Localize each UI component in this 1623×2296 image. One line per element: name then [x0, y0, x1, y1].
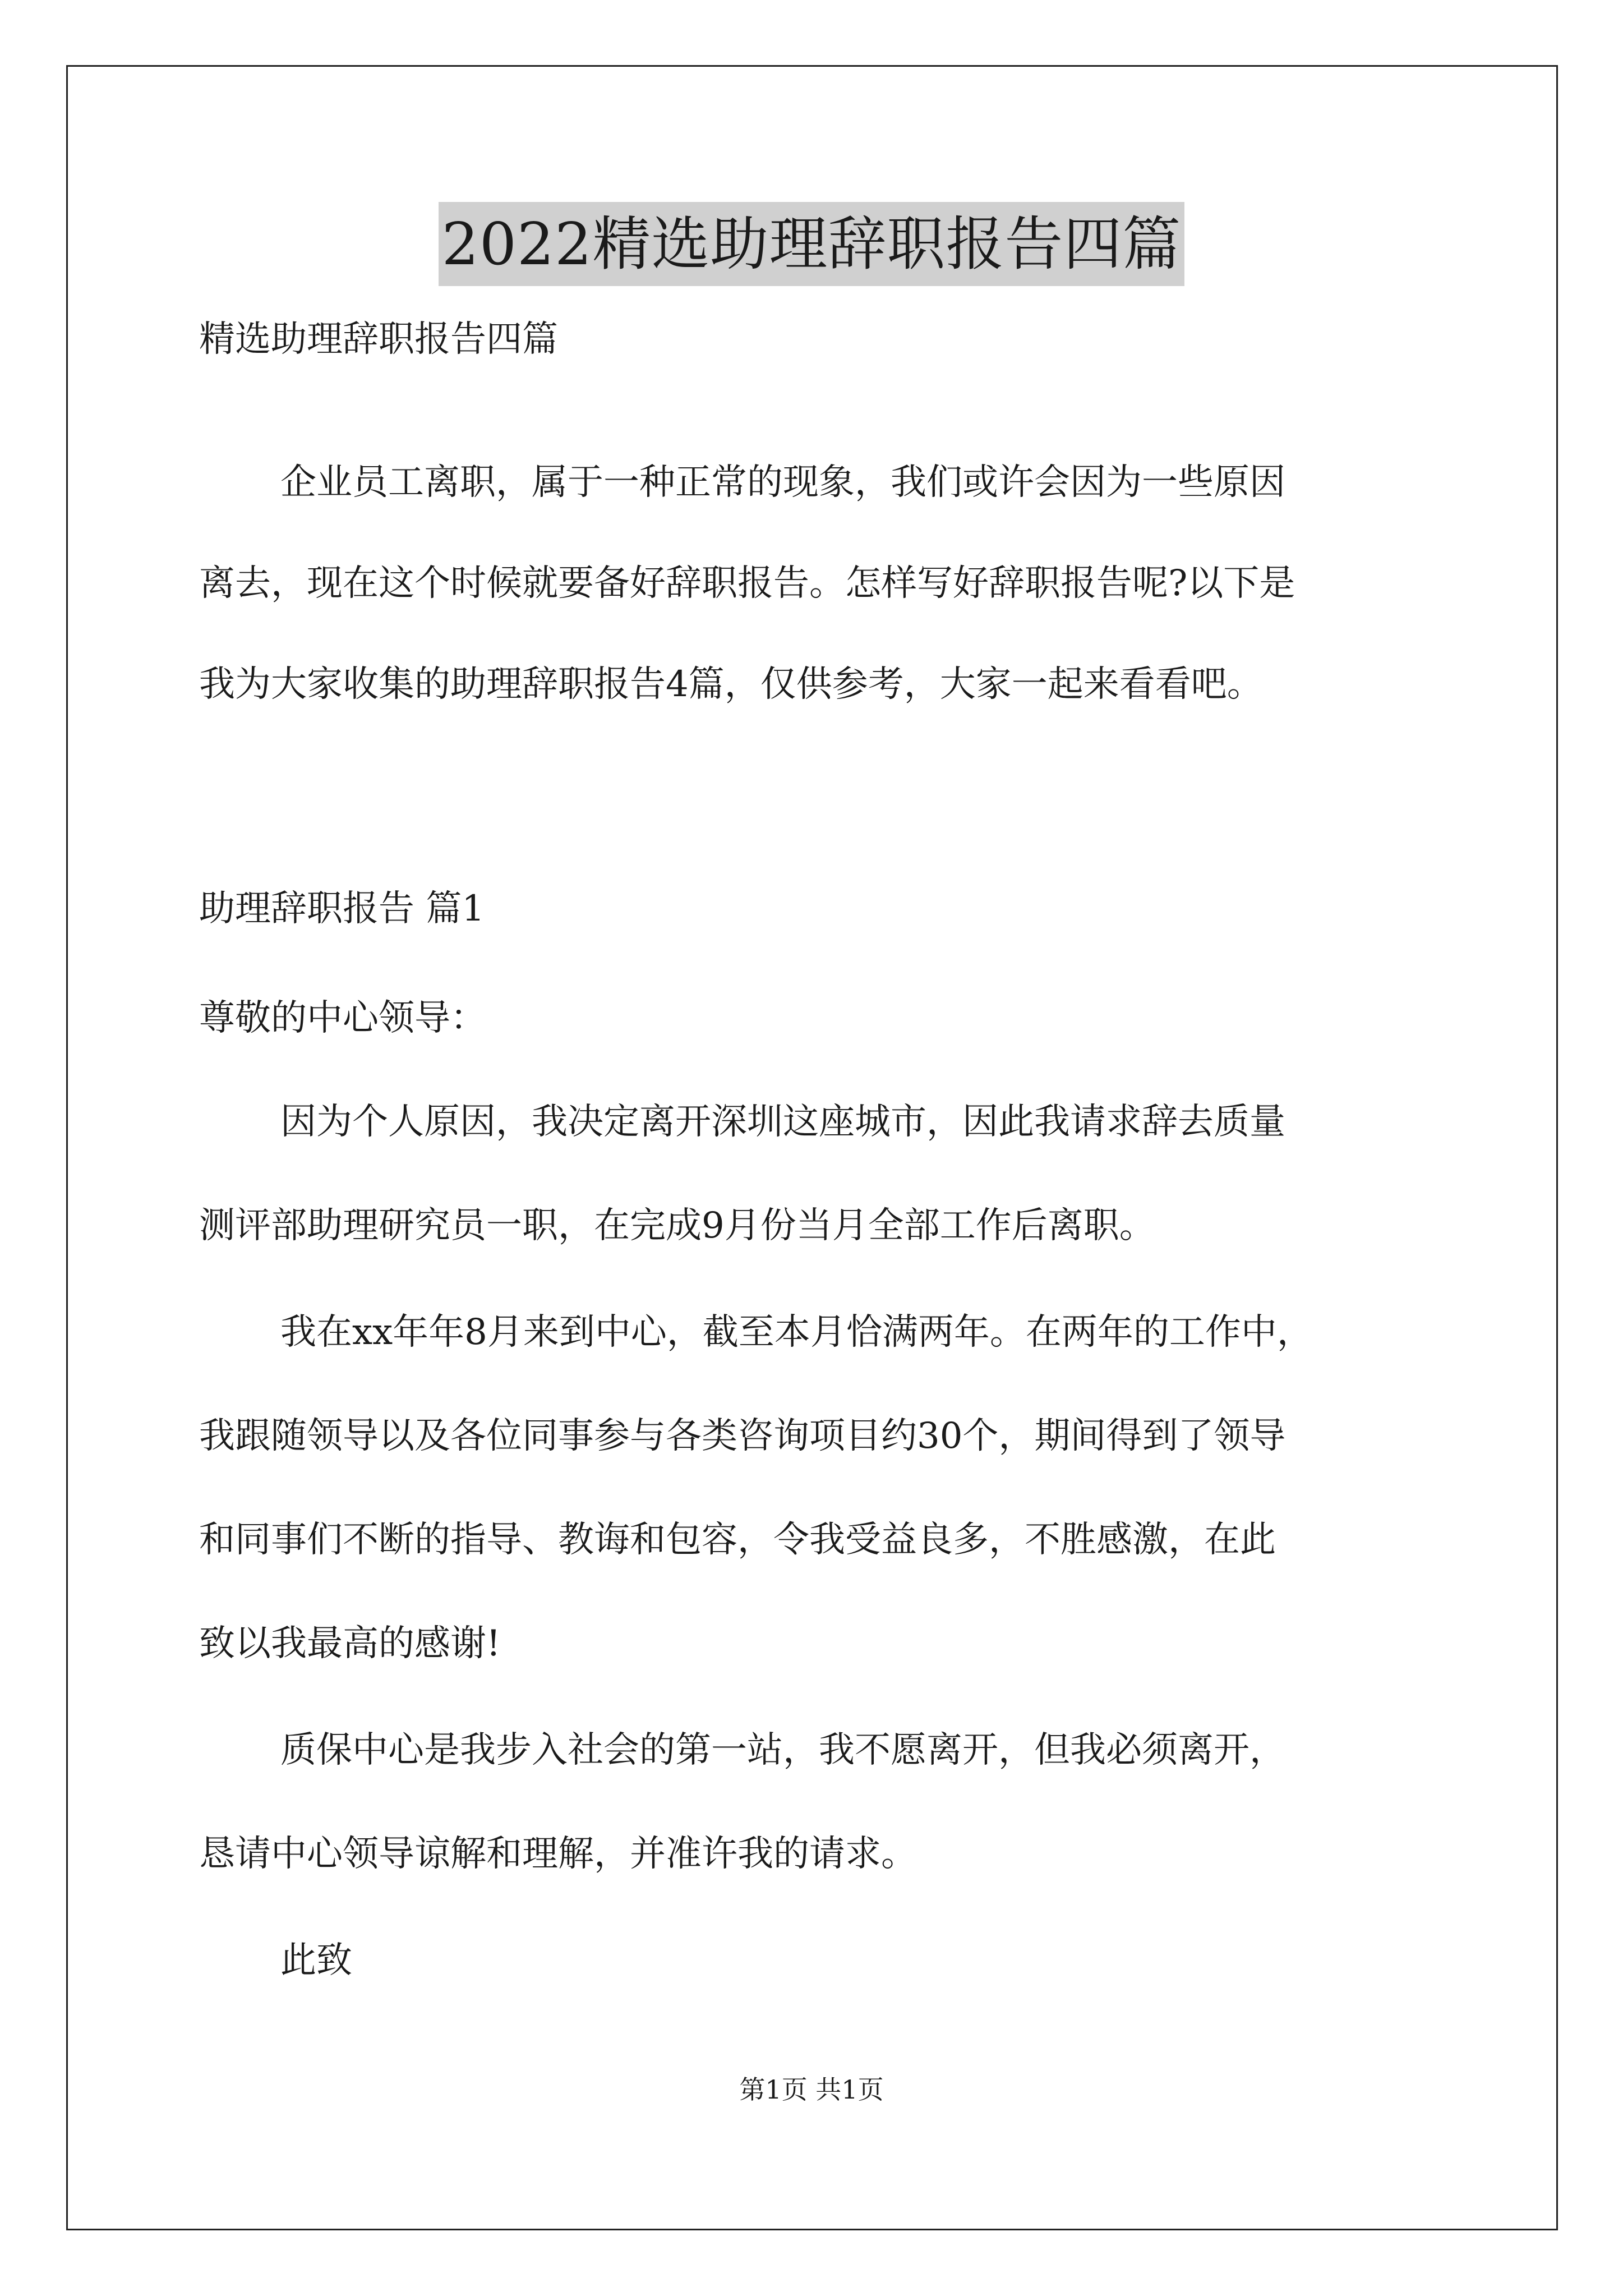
- closing-line: 此致: [280, 1940, 352, 1981]
- paragraph-line: 和同事们不断的指导、教诲和包容，令我受益良多，不胜感激，在此: [199, 1519, 1276, 1561]
- document-title: 2022精选助理辞职报告四篇: [439, 202, 1185, 286]
- salutation: 尊敬的中心领导：: [199, 997, 486, 1039]
- paragraph-line: 致以我最高的感谢!: [199, 1623, 501, 1664]
- paragraph-line: 企业员工离职，属于一种正常的现象，我们或许会因为一些原因: [280, 462, 1285, 503]
- paragraph-line: 质保中心是我步入社会的第一站，我不愿离开，但我必须离开，: [280, 1729, 1285, 1771]
- document-subtitle: 精选助理辞职报告四篇: [199, 319, 558, 360]
- paragraph-line: 离去，现在这个时候就要备好辞职报告。怎样写好辞职报告呢?以下是: [199, 563, 1295, 604]
- paragraph-line: 我为大家收集的助理辞职报告4篇，仅供参考，大家一起来看看吧。: [199, 664, 1263, 705]
- page-footer: 第1页 共1页: [739, 2074, 884, 2105]
- paragraph-line: 我在xx年年8月来到中心，截至本月恰满两年。在两年的工作中，: [280, 1312, 1313, 1353]
- paragraph-line: 测评部助理研究员一职，在完成9月份当月全部工作后离职。: [199, 1205, 1155, 1246]
- paragraph-line: 因为个人原因，我决定离开深圳这座城市，因此我请求辞去质量: [280, 1101, 1285, 1143]
- section-heading: 助理辞职报告 篇1: [199, 888, 485, 930]
- paragraph-line: 恳请中心领导谅解和理解，并准许我的请求。: [199, 1833, 917, 1875]
- paragraph-line: 我跟随领导以及各位同事参与各类咨询项目约30个，期间得到了领导: [199, 1415, 1286, 1457]
- title-container: [0, 202, 1623, 286]
